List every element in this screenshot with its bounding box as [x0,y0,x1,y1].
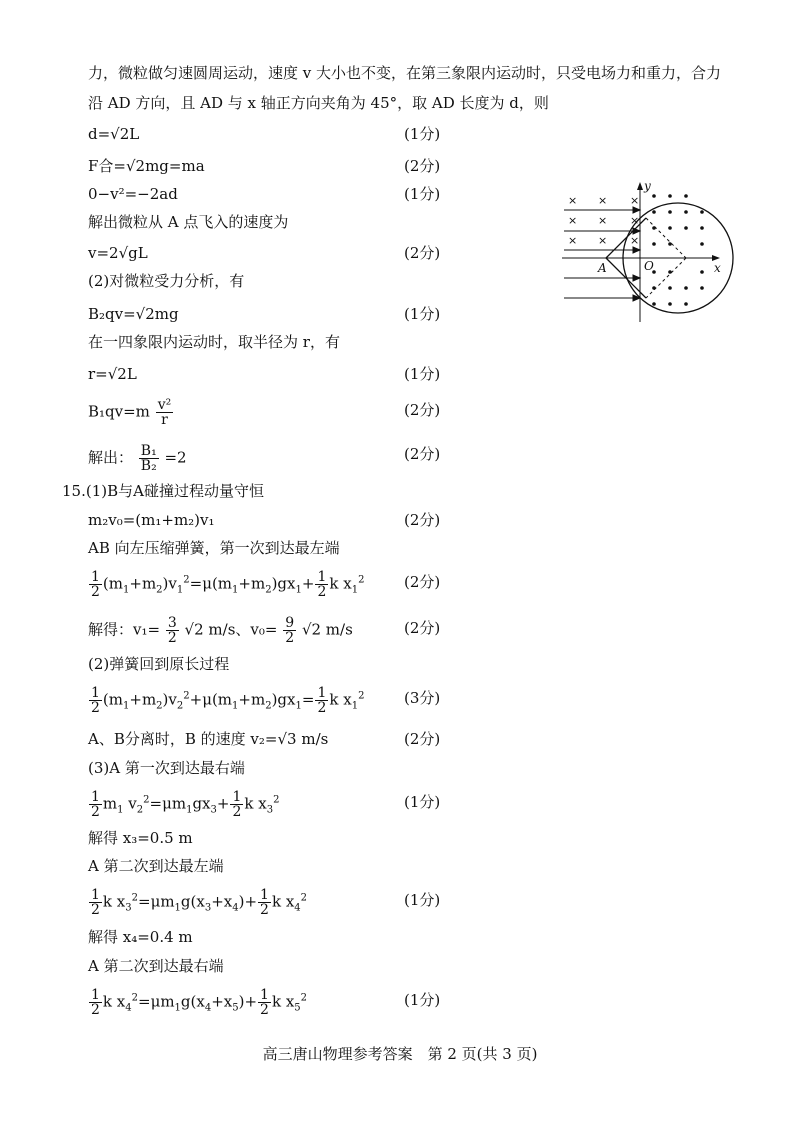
part-2: (2)对微粒受力分析，有 [88,272,245,290]
eq-B1-left: B₁qv=m [88,402,150,421]
label-A: A [598,261,607,275]
numerator: v² [157,397,172,413]
score: (2分) [404,511,441,529]
field-diagram [558,180,738,325]
score: (2分) [404,573,441,591]
svg-text:×: × [568,214,578,227]
part-3: (3)A 第一次到达最右端 [88,759,245,777]
eq-v-squared: 0−v²=−2ad [88,185,178,203]
eq-energy-1: $\frac{1}{2}$ $(m_1+m_2)v_1^2=\mu(m_1+m_2)gx_1+$ $\frac{1}{2}$ k $x_1^2$ [91,569,365,600]
intro-line-1: 力，微粒做匀速圆周运动，速度 v 大小也不变，在第三象限内运动时，只受电场力和重力，合力 [88,64,722,82]
eq-energy-5: $\frac{1}{2}$ k $x_4^2=\mu m_1g(x_4+x_5)+$ $\frac{1}{2}$ k $x_5^2$ [91,987,308,1018]
score: (1分) [404,125,441,143]
svg-text:×: × [598,234,608,247]
eq-energy-2: $\frac{1}{2}$ $(m_1+m_2)v_2^2+\mu(m_1+m_2)gx_1=$ $\frac{1}{2}$ k $x_1^2$ [91,685,365,716]
score: (1分) [404,305,441,323]
numerator: B₁ [140,443,157,459]
eq-B2: B₂qv=√2mg [88,305,179,323]
solve-label: 解出： [88,448,134,467]
eq-ratio [88,444,187,473]
x4-result: 解得 x₄=0.4 m [88,928,193,946]
score: (1分) [404,891,441,909]
eq-momentum: m₂v₀=(m₁+m₂)v₁ [88,511,215,529]
svg-text:×: × [630,214,640,227]
score: (2分) [404,619,441,637]
denominator: B₂ [140,458,157,474]
label-x: x [714,261,721,275]
eq-v: v=2√gL [88,244,148,262]
ratio-tail: =2 [164,448,187,467]
a-second-left: A 第二次到达最左端 [88,857,224,875]
score: (2分) [404,401,441,419]
score: (2分) [404,445,441,463]
svg-text:×: × [568,234,578,247]
eq-energy-4: $\frac{1}{2}$ k $x_3^2=\mu m_1g(x_3+x_4)+$ $\frac{1}{2}$ k $x_4^2$ [91,887,308,918]
a-second-right: A 第二次到达最右端 [88,957,224,975]
intro-line-2: 沿 AD 方向，且 AD 与 x 轴正方向夹角为 45°，取 AD 长度为 d，则 [88,94,549,112]
solve-v1-v0: 解得：v₁= $\frac{3}{2}$ √2 m/s、v₀= $\frac{9}{2}$ √2 m/s [88,615,353,646]
svg-text:×: × [598,214,608,227]
svg-text:×: × [598,194,608,207]
eq-B1 [88,398,174,427]
eq-d: d=√2L [88,125,140,143]
denominator: r [161,412,168,428]
label-y: y [644,180,651,193]
score: (2分) [404,730,441,748]
fraction [156,398,174,427]
page-footer: 高三唐山物理参考答案 第 2 页(共 3 页) [262,1045,538,1063]
dot-marks [652,194,704,306]
svg-text:×: × [630,194,640,207]
eq-F: F合=√2mg=ma [88,157,205,175]
score: (1分) [404,793,441,811]
quadrant-text: 在一四象限内运动时，取半径为 r，有 [88,333,340,351]
cross-marks [568,194,639,247]
score: (3分) [404,689,441,707]
solve-speed: 解出微粒从 A 点飞入的速度为 [88,213,289,231]
dashed-radius [646,218,686,258]
score: (2分) [404,157,441,175]
question-15-title: 15.(1)B与A碰撞过程动量守恒 [62,482,264,500]
score: (1分) [404,365,441,383]
x3-result: 解得 x₃=0.5 m [88,829,193,847]
eq-energy-3: $\frac{1}{2}$ $m_1$ $v_2^2=\mu m_1gx_3+$ $\frac{1}{2}$ k $x_3^2$ [91,789,280,820]
svg-text:×: × [568,194,578,207]
svg-text:×: × [630,234,640,247]
part-2-spring: (2)弹簧回到原长过程 [88,655,230,673]
score: (1分) [404,991,441,1009]
label-O: O [644,259,654,273]
score: (1分) [404,185,441,203]
ab-left-text: AB 向左压缩弹簧，第一次到达最左端 [88,539,340,557]
ab-separation: A、B分离时，B 的速度 v₂=√3 m/s [88,730,329,748]
score: (2分) [404,244,441,262]
y-axis-arrow [637,182,643,190]
eq-r: r=√2L [88,365,137,383]
fraction [139,444,159,473]
